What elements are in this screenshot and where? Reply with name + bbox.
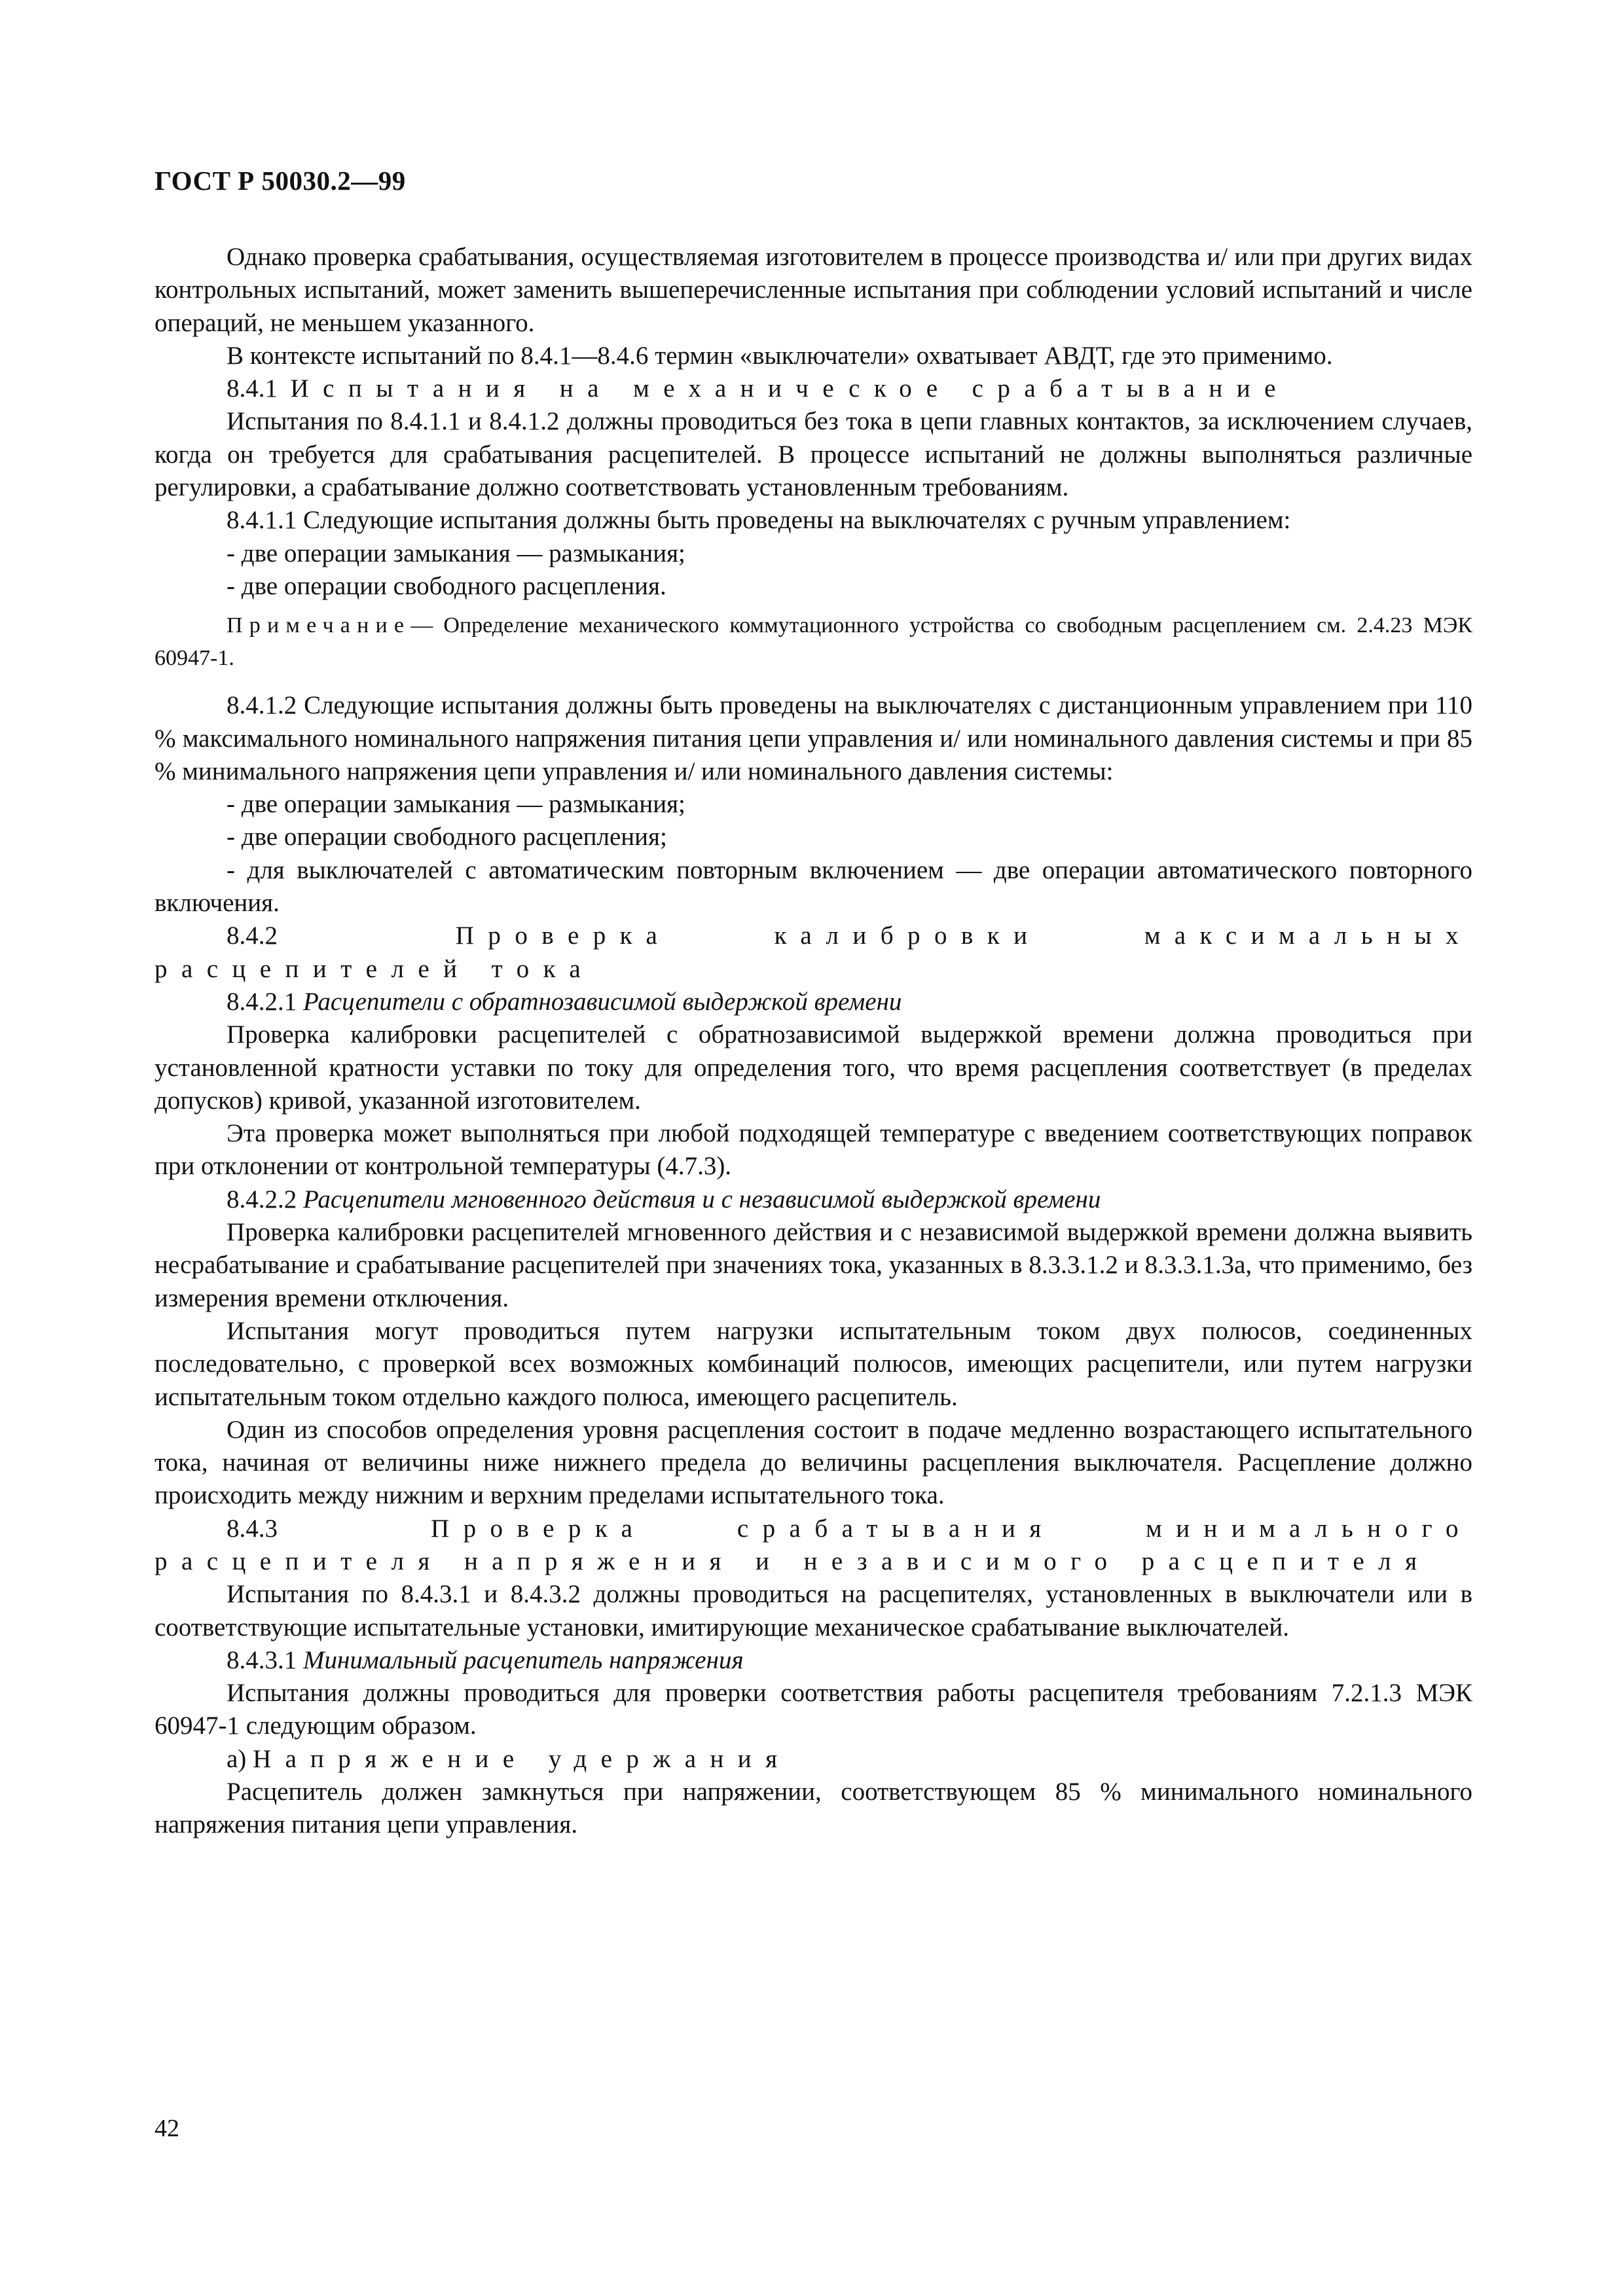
item-label: а) xyxy=(227,1744,247,1773)
document-body xyxy=(155,241,1472,1842)
list-item-a xyxy=(155,1743,1472,1776)
section-number: 8.4.1 xyxy=(227,374,278,403)
subsection-title: Расцепители с обратнозависимой выдержкой времени xyxy=(303,987,902,1016)
paragraph: Расцепитель должен замкнуться при напряжении, соответствующем 85 % минимального номинального напряжения питания цепи управления. xyxy=(155,1778,1472,1839)
list-item: - две операции свободного расцепления. xyxy=(227,571,666,600)
list-item: - две операции замыкания — размыкания; xyxy=(227,790,685,819)
list-item: - две операции свободного расцепления; xyxy=(227,823,667,852)
page-number: 42 xyxy=(155,2115,179,2142)
section-heading-8-4-2 xyxy=(155,920,1472,986)
paragraph: 8.4.1.1 Следующие испытания должны быть проведены на выключателях с ручным управлением: xyxy=(227,506,1291,535)
paragraph: Испытания по 8.4.1.1 и 8.4.1.2 должны проводиться без тока в цепи главных контактов, за исключением случаев, когда он требуется для срабатывания расцепителей. В процессе испытаний не должны выполняться различные регулировки, а срабатывание должно соответствовать установленным требованиям. xyxy=(155,407,1472,502)
section-title: Испытания на механическое срабатывание xyxy=(290,374,1290,403)
paragraph: Проверка калибровки расцепителей мгновенного действия и с независимой выдержкой времени должна выявить несрабатывание и срабатывание расцепителей при значениях тока, указанных в 8.3.3.1.2 и 8.3.3.1.3а, что применимо, без измерения времени отключения. xyxy=(155,1218,1472,1312)
paragraph: Один из способов определения уровня расцепления состоит в подаче медленно возрастающего испытательного тока, начиная от величины ниже нижнего предела до величины расцепления выключателя. Расцепление должно происходить между нижним и верхним пределами испытательного тока. xyxy=(155,1415,1472,1510)
section-number: 8.4.2 xyxy=(227,922,278,950)
paragraph: 8.4.1.2 Следующие испытания должны быть проведены на выключателях с дистанционным управлением при 110 % максимального номинального напряжения питания цепи управления и/ или номинального давления системы и при 85 % минимального напряжения цепи управления и/ или номинального давления системы: xyxy=(155,691,1472,785)
paragraph: Испытания могут проводиться путем нагрузки испытательным током двух полюсов, соединенных последовательно, с проверкой всех возможных комбинаций полюсов, имеющих расцепители, или путем нагрузки испытательным током отдельно каждого полюса, имеющего расцепитель. xyxy=(155,1316,1472,1411)
subsection-heading-8-4-2-1 xyxy=(155,986,1472,1018)
section-title: Проверка срабатывания минимального расцепителя напряжения и независимого расцепителя xyxy=(155,1514,1472,1575)
list-item: - две операции замыкания — размыкания; xyxy=(227,539,685,567)
paragraph: Проверка калибровки расцепителей с обратнозависимой выдержкой времени должна проводиться при установленной кратности уставки по току для определения того, что время расцепления соответствует (в пределах допусков) кривой, указанной изготовителем. xyxy=(155,1020,1472,1115)
paragraph: Испытания должны проводиться для проверки соответствия работы расцепителя требованиям 7.2.1.3 МЭК 60947-1 следующим образом. xyxy=(155,1679,1472,1740)
item-title: Напряжение удержания xyxy=(253,1744,792,1773)
paragraph: Эта проверка может выполняться при любой подходящей температуре с введением соответствующих поправок при отклонении от контрольной температуры (4.7.3). xyxy=(155,1119,1472,1181)
section-number: 8.4.3 xyxy=(227,1514,278,1543)
note-label: Примечание xyxy=(227,613,411,638)
subsection-number: 8.4.2.2 xyxy=(227,1185,297,1213)
subsection-number: 8.4.3.1 xyxy=(227,1645,297,1674)
note-text: — Определение механического коммутационного устройства со свободным расцеплением см. 2.4.23 МЭК 60947-1. xyxy=(155,613,1472,671)
paragraph: В контексте испытаний по 8.4.1—8.4.6 термин «выключатели» охватывает АВДТ, где это применимо. xyxy=(227,341,1333,370)
section-heading-8-4-1 xyxy=(155,372,1472,405)
paragraph: Однако проверка срабатывания, осуществляемая изготовителем в процессе производства и/ или при других видах контрольных испытаний, может заменить вышеперечисленные испытания при соблюдении условий испытаний и числе операций, не меньшем указанного. xyxy=(155,243,1472,337)
subsection-number: 8.4.2.1 xyxy=(227,987,297,1016)
subsection-heading-8-4-3-1 xyxy=(155,1644,1472,1677)
section-heading-8-4-3 xyxy=(155,1513,1472,1579)
subsection-title: Минимальный расцепитель напряжения xyxy=(303,1645,744,1674)
paragraph: Испытания по 8.4.3.1 и 8.4.3.2 должны проводиться на расцепителях, установленных в выключатели или в соответствующие испытательные установки, имитирующие механическое срабатывание выключателей. xyxy=(155,1580,1472,1641)
note xyxy=(155,609,1472,675)
list-item: - для выключателей с автоматическим повторным включением — две операции автоматического повторного включения. xyxy=(155,855,1472,918)
section-title: Проверка калибровки максимальных расцепителей тока xyxy=(155,922,1473,983)
document-header: ГОСТ Р 50030.2—99 xyxy=(155,166,406,196)
subsection-title: Расцепители мгновенного действия и с независимой выдержкой времени xyxy=(303,1185,1101,1213)
subsection-heading-8-4-2-2 xyxy=(155,1183,1472,1216)
